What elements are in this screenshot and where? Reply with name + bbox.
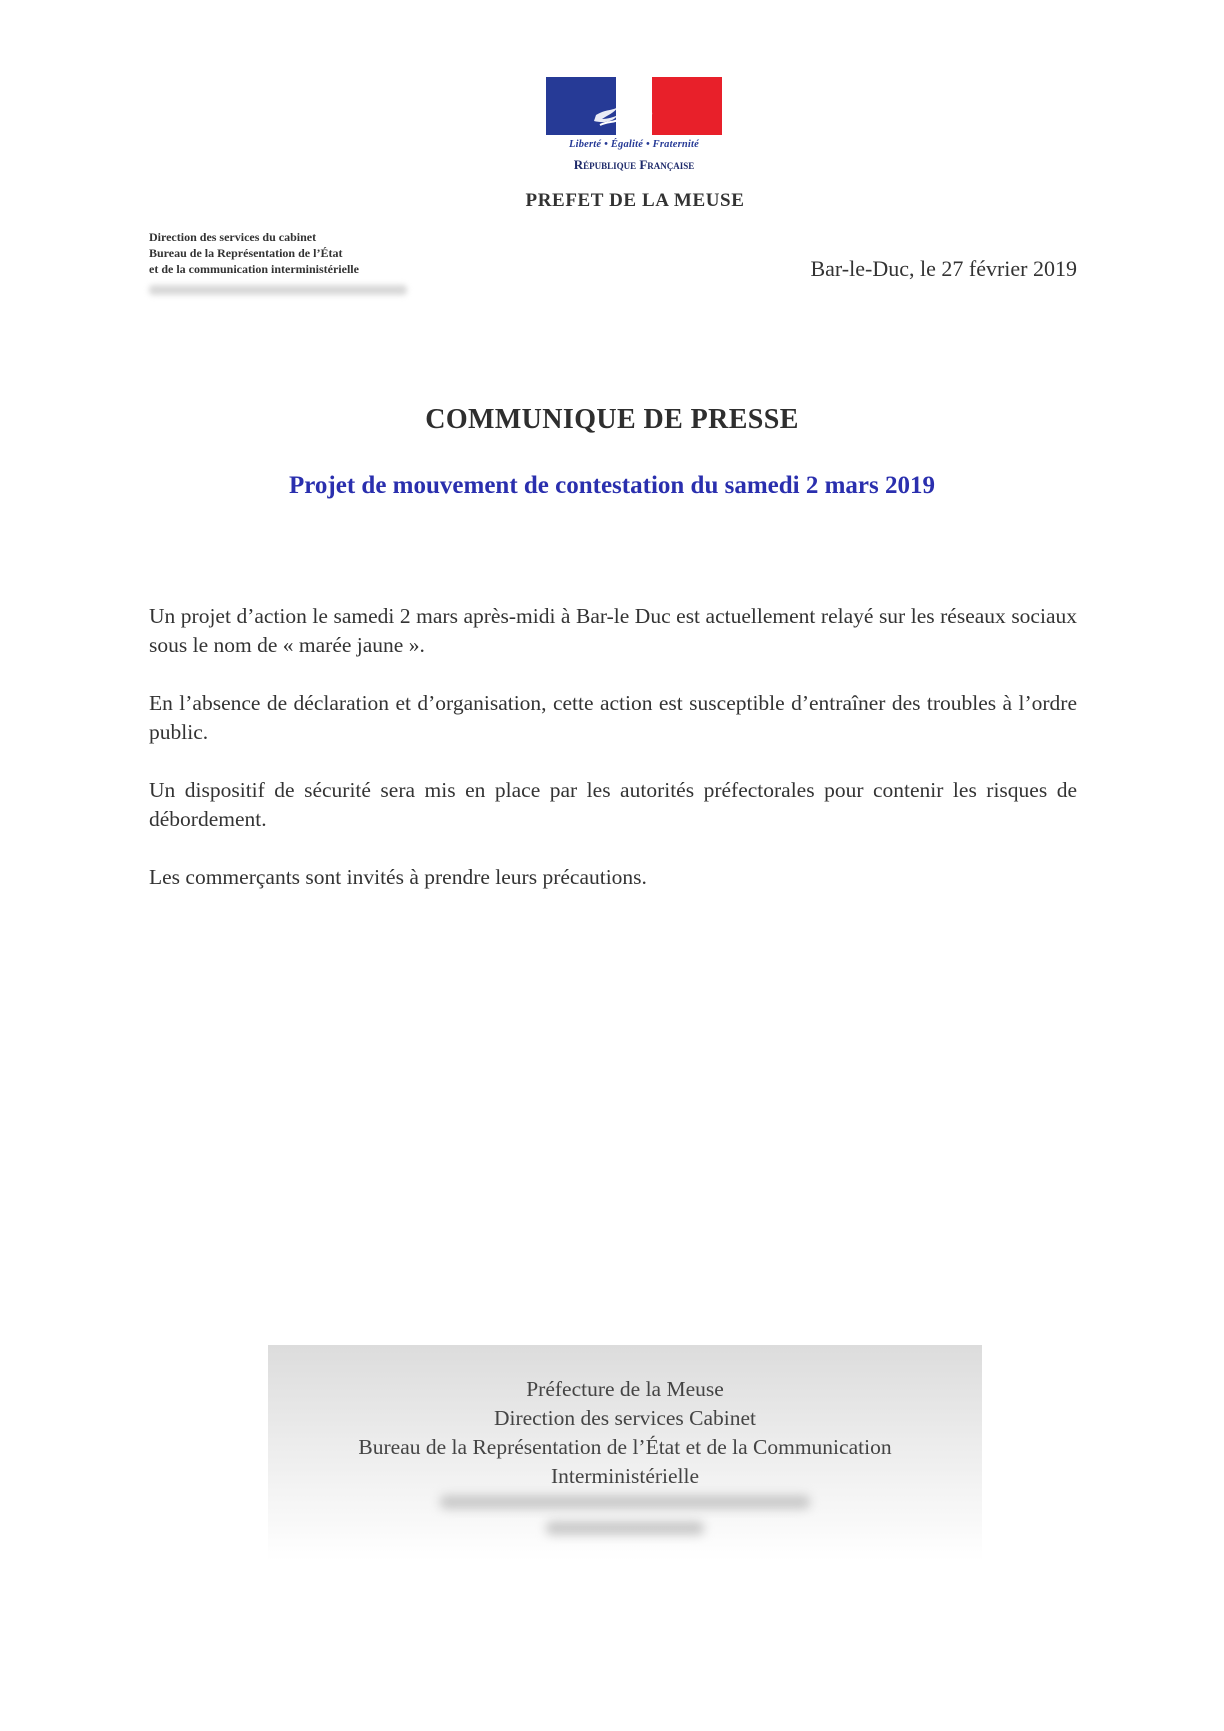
page-subtitle: Projet de mouvement de contestation du samedi 2 mars 2019 [289,472,935,499]
sender-line: Direction des services du cabinet [149,230,317,244]
footer-line: Interministérielle [550,1464,700,1488]
body-paragraph: Un projet d’action le samedi 2 mars après-midi à Bar-le Duc est actuellement relayé sur les réseaux sociaux sous le nom de « marée jaune ». [149,604,1077,657]
press-release-body [149,602,1077,921]
prefect-heading: PREFET DE LA MEUSE [525,190,745,211]
body-paragraph: En l’absence de déclaration et d’organisation, cette action est susceptible d’entraîner des troubles à l’ordre public. [149,691,1077,744]
footer-contact-block [268,1345,982,1561]
marianne-profile-icon [588,81,672,135]
sender-line: et de la communication interministérielle [149,262,359,276]
redacted-email [149,285,407,295]
redacted-email [440,1495,810,1509]
footer-line: Bureau de la Représentation de l’État et de la Communication [358,1435,892,1459]
sender-block [149,229,407,295]
redacted-phone [546,1521,704,1535]
redacted-contact-info [268,1495,982,1545]
body-paragraph: Un dispositif de sécurité sera mis en place par les autorités préfectorales pour contenir les risques de débordement. [149,778,1077,831]
page-title: COMMUNIQUE DE PRESSE [425,404,799,435]
sender-line: Bureau de la Représentation de l’État [149,246,343,260]
footer-line: Direction des services Cabinet [493,1406,757,1430]
body-paragraph: Les commerçants sont invités à prendre leurs précautions. [149,865,647,889]
document-date: Bar-le-Duc, le 27 février 2019 [810,256,1077,281]
footer-line: Préfecture de la Meuse [526,1377,724,1401]
logo-republic-name: République Française [573,157,695,172]
logo-motto: Liberté • Égalité • Fraternité [568,139,699,150]
republique-francaise-logo [546,77,722,175]
